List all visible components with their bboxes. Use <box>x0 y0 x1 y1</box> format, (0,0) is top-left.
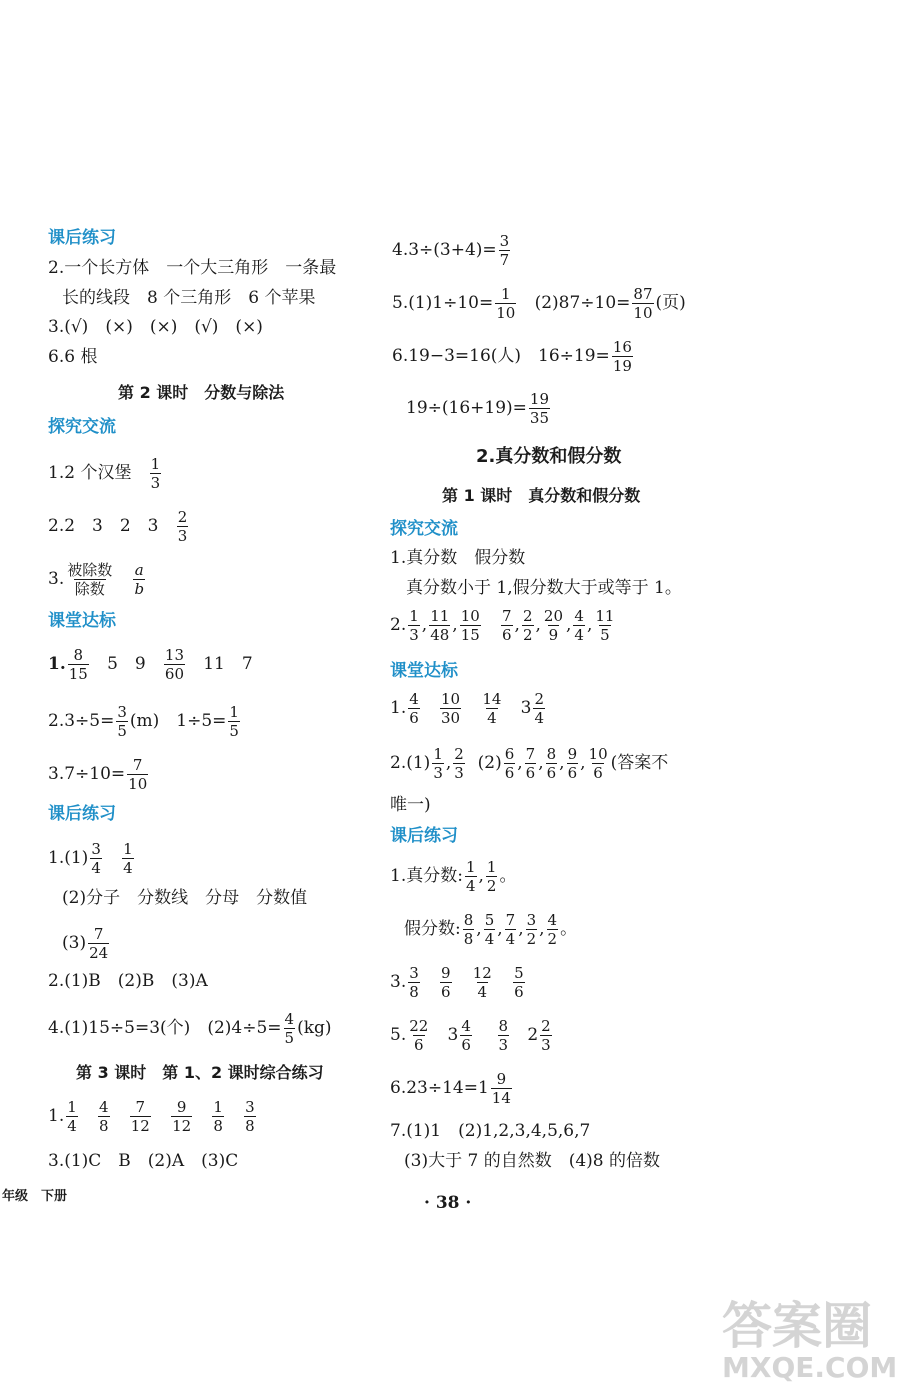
answer-line: 长的线段 8 个三角形 6 个苹果 <box>62 288 316 308</box>
fraction: $\frac{7}{12}$ <box>130 1098 150 1135</box>
fraction: $\frac{6}{6}$ <box>504 745 515 782</box>
fraction: $\frac{5}{6}$ <box>514 964 524 1001</box>
fraction: $\frac{8}{6}$ <box>546 745 557 782</box>
answer-line: 1.真分数 假分数 <box>390 548 526 568</box>
fraction: $\frac{4}{8}$ <box>99 1098 109 1135</box>
fraction: $\frac{1}{4}$ <box>465 858 476 895</box>
lesson-heading: 第 2 课时 分数与除法 <box>118 383 285 402</box>
fraction: $\frac{8}{3}$ <box>498 1017 509 1054</box>
answer-line: 2. $\frac{1}{3}$ , $\frac{11}{48}$ , $\frac{10}{15}$ $\frac{7}{6}$ , $\frac{2}{2}$ , $\frac{20}{9}$ , $\frac{4}{4}$ , $\frac{11}{5}$ <box>390 607 615 644</box>
fraction: $\frac{13}{60}$ <box>164 646 185 683</box>
grade-label: 年级 下册 <box>2 1189 68 1204</box>
answer-line: 5. $\frac{22}{6}$ 3 $\frac{4}{6}$ $\frac{8}{3}$ 2 $\frac{2}{3}$ <box>390 1017 551 1054</box>
fraction: $\frac{4}{2}$ <box>547 911 558 948</box>
fraction: $\frac{3}{8}$ <box>245 1098 255 1135</box>
section-heading: 探究交流 <box>390 519 458 539</box>
fraction: 被除数 除数 <box>67 561 113 598</box>
fraction: $\frac{4}{6}$ <box>409 690 419 727</box>
answer-line: 6.6 根 <box>48 347 98 367</box>
answer-line: 5.(1)1÷10= $\frac{1}{10}$ (2)87÷10= $\frac{87}{10}$ (页) <box>392 285 686 322</box>
fraction: $\frac{3}{2}$ <box>526 911 537 948</box>
fraction: $\frac{1}{4}$ <box>123 840 133 877</box>
answer-line: (3) $\frac{7}{24}$ <box>62 925 109 962</box>
answer-line: 1.(1) $\frac{3}{4}$ $\frac{1}{4}$ <box>48 840 133 877</box>
fraction: $\frac{2}{3}$ <box>541 1017 551 1054</box>
fraction: $\frac{11}{48}$ <box>430 607 450 644</box>
answer-line: 2.一个长方体 一个大三角形 一条最 <box>48 258 337 278</box>
fraction: $\frac{7}{4}$ <box>505 911 516 948</box>
fraction: $\frac{1}{5}$ <box>229 703 239 740</box>
fraction: $\frac{10}{30}$ <box>441 690 461 727</box>
section-heading: 课后练习 <box>48 804 116 824</box>
fraction: $\frac{1}{10}$ <box>496 285 516 322</box>
answer-line: (2)分子 分数线 分母 分数值 <box>62 888 308 908</box>
answer-line: 1. $\frac{1}{4}$ $\frac{4}{8}$ $\frac{7}{12}$ $\frac{9}{12}$ $\frac{1}{8}$ $\frac{3}{8}$ <box>48 1098 255 1135</box>
fraction: $\frac{9}{12}$ <box>172 1098 192 1135</box>
fraction: $\frac{9}{6}$ <box>567 745 578 782</box>
section-heading: 课堂达标 <box>390 661 458 681</box>
fraction: $\frac{11}{5}$ <box>595 607 615 644</box>
answer-line: 唯一) <box>390 795 431 815</box>
fraction: $\frac{1}{8}$ <box>213 1098 223 1135</box>
fraction: $\frac{14}{4}$ <box>482 690 502 727</box>
answer-line: 1.真分数: $\frac{1}{4}$ , $\frac{1}{2}$ 。 <box>390 858 517 895</box>
fraction: $\frac{8}{15}$ <box>68 646 88 683</box>
section-heading: 探究交流 <box>48 417 116 437</box>
chapter-heading: 2.真分数和假分数 <box>476 446 622 467</box>
watermark-logo: 答案圈 <box>722 1297 872 1355</box>
section-heading: 课堂达标 <box>48 611 116 631</box>
fraction: $\frac{2}{3}$ <box>454 745 464 782</box>
answer-line: 3.7÷10= $\frac{7}{10}$ <box>48 756 148 793</box>
answer-line: 1. $\frac{4}{6}$ $\frac{10}{30}$ $\frac{14}{4}$ 3 $\frac{2}{4}$ <box>390 690 544 727</box>
answer-line: 7.(1)1 (2)1,2,3,4,5,6,7 <box>390 1121 591 1141</box>
answer-line: 6.23÷14=1 $\frac{9}{14}$ <box>390 1070 511 1107</box>
fraction: $\frac{9}{14}$ <box>491 1070 511 1107</box>
lesson-heading: 第 3 课时 第 1、2 课时综合练习 <box>76 1063 324 1082</box>
answer-line: (3)大于 7 的自然数 (4)8 的倍数 <box>404 1151 661 1171</box>
fraction: $\frac{a}{b}$ <box>134 561 145 598</box>
fraction: $\frac{7}{24}$ <box>89 925 109 962</box>
fraction: $\frac{19}{35}$ <box>529 390 549 427</box>
fraction: $\frac{4}{4}$ <box>574 607 584 644</box>
fraction: $\frac{3}{7}$ <box>499 232 510 269</box>
fraction: $\frac{7}{6}$ <box>525 745 536 782</box>
answer-line: 3.(√) (×) (×) (√) (×) <box>48 317 263 337</box>
answer-line: 2.3÷5= $\frac{3}{5}$ (m) 1÷5= $\frac{1}{5}$ <box>48 703 239 740</box>
fraction: $\frac{1}{3}$ <box>150 455 161 492</box>
fraction: $\frac{20}{9}$ <box>543 607 563 644</box>
fraction: $\frac{22}{6}$ <box>409 1017 429 1054</box>
fraction: $\frac{9}{6}$ <box>441 964 451 1001</box>
answer-line: 2.2 3 2 3 $\frac{2}{3}$ <box>48 508 188 545</box>
fraction: $\frac{8}{8}$ <box>463 911 474 948</box>
answer-line: 1. $\frac{8}{15}$ 5 9 $\frac{13}{60}$ 11 7 <box>48 646 253 683</box>
fraction: $\frac{1}{4}$ <box>67 1098 77 1135</box>
fraction: $\frac{3}{5}$ <box>117 703 127 740</box>
fraction: $\frac{3}{8}$ <box>409 964 419 1001</box>
fraction: $\frac{10}{6}$ <box>588 745 608 782</box>
answer-line: 19÷(16+19)= $\frac{19}{35}$ <box>406 390 549 427</box>
answer-line: 4.3÷(3+4)= $\frac{3}{7}$ <box>392 232 510 269</box>
answer-line: 3. $\frac{3}{8}$ $\frac{9}{6}$ $\frac{12}{4}$ $\frac{5}{6}$ <box>390 964 524 1001</box>
answer-line: 假分数: $\frac{8}{8}$ , $\frac{5}{4}$ , $\frac{7}{4}$ , $\frac{3}{2}$ , $\frac{4}{2}$ 。 <box>404 911 578 948</box>
page-number: · 38 · <box>424 1193 472 1213</box>
watermark-url: MXQE.COM <box>722 1351 898 1384</box>
fraction: $\frac{12}{4}$ <box>472 964 492 1001</box>
lesson-heading: 第 1 课时 真分数和假分数 <box>442 486 641 505</box>
fraction: $\frac{1}{3}$ <box>433 745 443 782</box>
answer-line: 1.2 个汉堡 $\frac{1}{3}$ <box>48 455 161 492</box>
answer-line: 2.(1) $\frac{1}{3}$ , $\frac{2}{3}$ (2) $\frac{6}{6}$ , $\frac{7}{6}$ , $\frac{8}{6}$ , $\frac{9}{6}$ , $\frac{10}{6}$ (答案不 <box>390 745 669 782</box>
fraction: $\frac{5}{4}$ <box>484 911 495 948</box>
fraction: $\frac{4}{6}$ <box>461 1017 471 1054</box>
fraction: $\frac{7}{10}$ <box>128 756 148 793</box>
fraction: $\frac{87}{10}$ <box>633 285 653 322</box>
fraction: $\frac{16}{19}$ <box>612 338 632 375</box>
fraction: $\frac{1}{3}$ <box>409 607 419 644</box>
section-heading: 课后练习 <box>390 826 458 846</box>
fraction: $\frac{2}{3}$ <box>177 508 188 545</box>
fraction: $\frac{3}{4}$ <box>91 840 101 877</box>
answer-line: 3. 被除数 除数 $\frac{a}{b}$ <box>48 561 145 598</box>
fraction: $\frac{2}{2}$ <box>522 607 533 644</box>
fraction: $\frac{4}{5}$ <box>284 1010 295 1047</box>
section-heading: 课后练习 <box>48 228 116 248</box>
fraction: $\frac{7}{6}$ <box>502 607 512 644</box>
answer-line: 4.(1)15÷5=3(个) (2)4÷5= $\frac{4}{5}$ (kg) <box>48 1010 332 1047</box>
answer-line: 真分数小于 1,假分数大于或等于 1。 <box>406 578 682 598</box>
answer-line: 6.19−3=16(人) 16÷19= $\frac{16}{19}$ <box>392 338 632 375</box>
fraction: $\frac{10}{15}$ <box>460 607 480 644</box>
fraction: $\frac{2}{4}$ <box>534 690 544 727</box>
answer-line: 2.(1)B (2)B (3)A <box>48 971 208 991</box>
fraction: $\frac{1}{2}$ <box>486 858 497 895</box>
answer-line: 3.(1)C B (2)A (3)C <box>48 1151 239 1171</box>
